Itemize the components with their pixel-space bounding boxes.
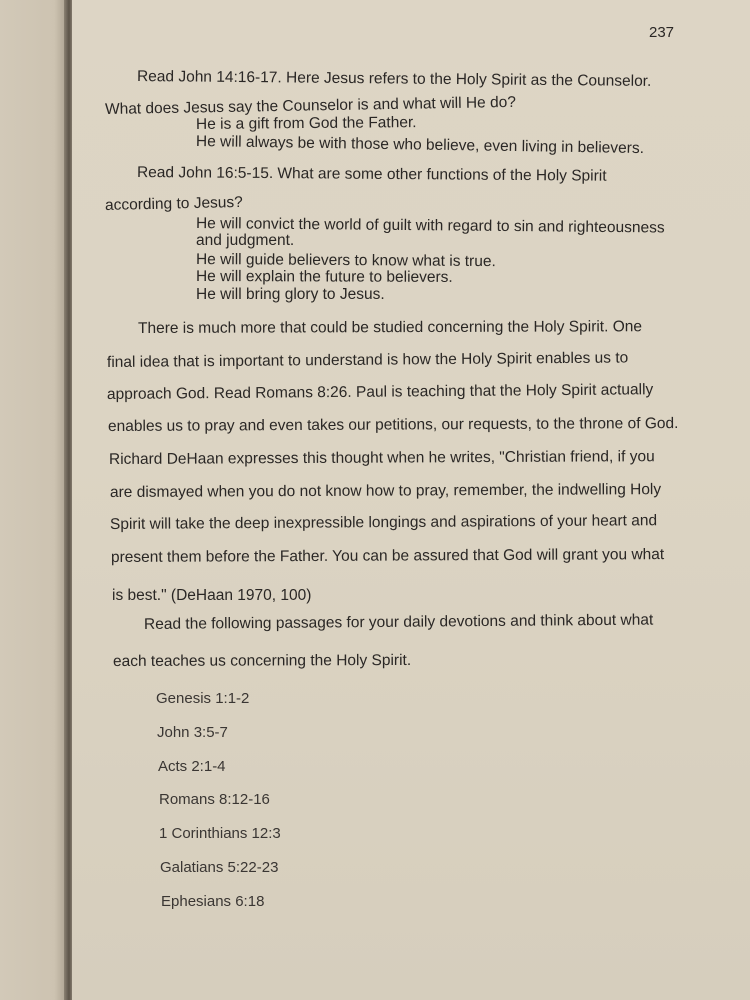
text-line: There is much more that could be studied concerning the Holy Spirit. One: [137, 318, 643, 337]
text-line: He will convict the world of guilt with regard to sin and righteousness: [195, 215, 665, 237]
passage-reference: Acts 2:1-4: [158, 758, 226, 775]
text-line: He will explain the future to believers.: [195, 268, 453, 286]
text-line: final idea that is important to understand is how the Holy Spirit enables us to: [106, 349, 629, 371]
text-line: Richard DeHaan expresses this thought when he writes, "Christian friend, if you: [108, 448, 655, 468]
text-line: according to Jesus?: [104, 193, 244, 214]
text-line: Read the following passages for your daily devotions and think about what: [143, 611, 654, 633]
passage-reference: Genesis 1:1-2: [156, 690, 250, 707]
text-line: He will always be with those who believe, even living in believers.: [195, 133, 645, 158]
text-line: He will guide believers to know what is true.: [195, 251, 496, 271]
book-page: [72, 0, 750, 1000]
passage-reference: Romans 8:12-16: [159, 791, 270, 808]
text-line: He will bring glory to Jesus.: [196, 286, 385, 303]
passage-reference: John 3:5-7: [157, 724, 228, 741]
passage-reference: Galatians 5:22-23: [160, 859, 279, 876]
text-line: each teaches us concerning the Holy Spirit.: [112, 651, 412, 670]
text-line: enables us to pray and even takes our petitions, our requests, to the throne of God.: [107, 415, 679, 435]
text-line: and judgment.: [196, 232, 295, 249]
passage-reference: Ephesians 6:18: [161, 893, 265, 910]
text-line: What does Jesus say the Counselor is and what will He do?: [104, 93, 517, 118]
text-line: Read John 16:5-15. What are some other functions of the Holy Spirit: [136, 164, 607, 185]
text-line: approach God. Read Romans 8:26. Paul is teaching that the Holy Spirit actually: [106, 381, 654, 403]
text-line: Spirit will take the deep inexpressible longings and aspirations of your heart and: [109, 512, 658, 533]
text-line: are dismayed when you do not know how to pray, remember, the indwelling Holy: [109, 481, 662, 501]
text-line: present them before the Father. You can be assured that God will grant you what: [110, 546, 665, 566]
text-line: is best." (DeHaan 1970, 100): [112, 587, 312, 604]
text-line: He is a gift from God the Father.: [195, 114, 417, 133]
facing-page-edge: [0, 0, 68, 1000]
page-number: 237: [649, 24, 675, 41]
passage-reference: 1 Corinthians 12:3: [159, 825, 281, 842]
text-line: Read John 14:16-17. Here Jesus refers to the Holy Spirit as the Counselor.: [136, 68, 652, 90]
